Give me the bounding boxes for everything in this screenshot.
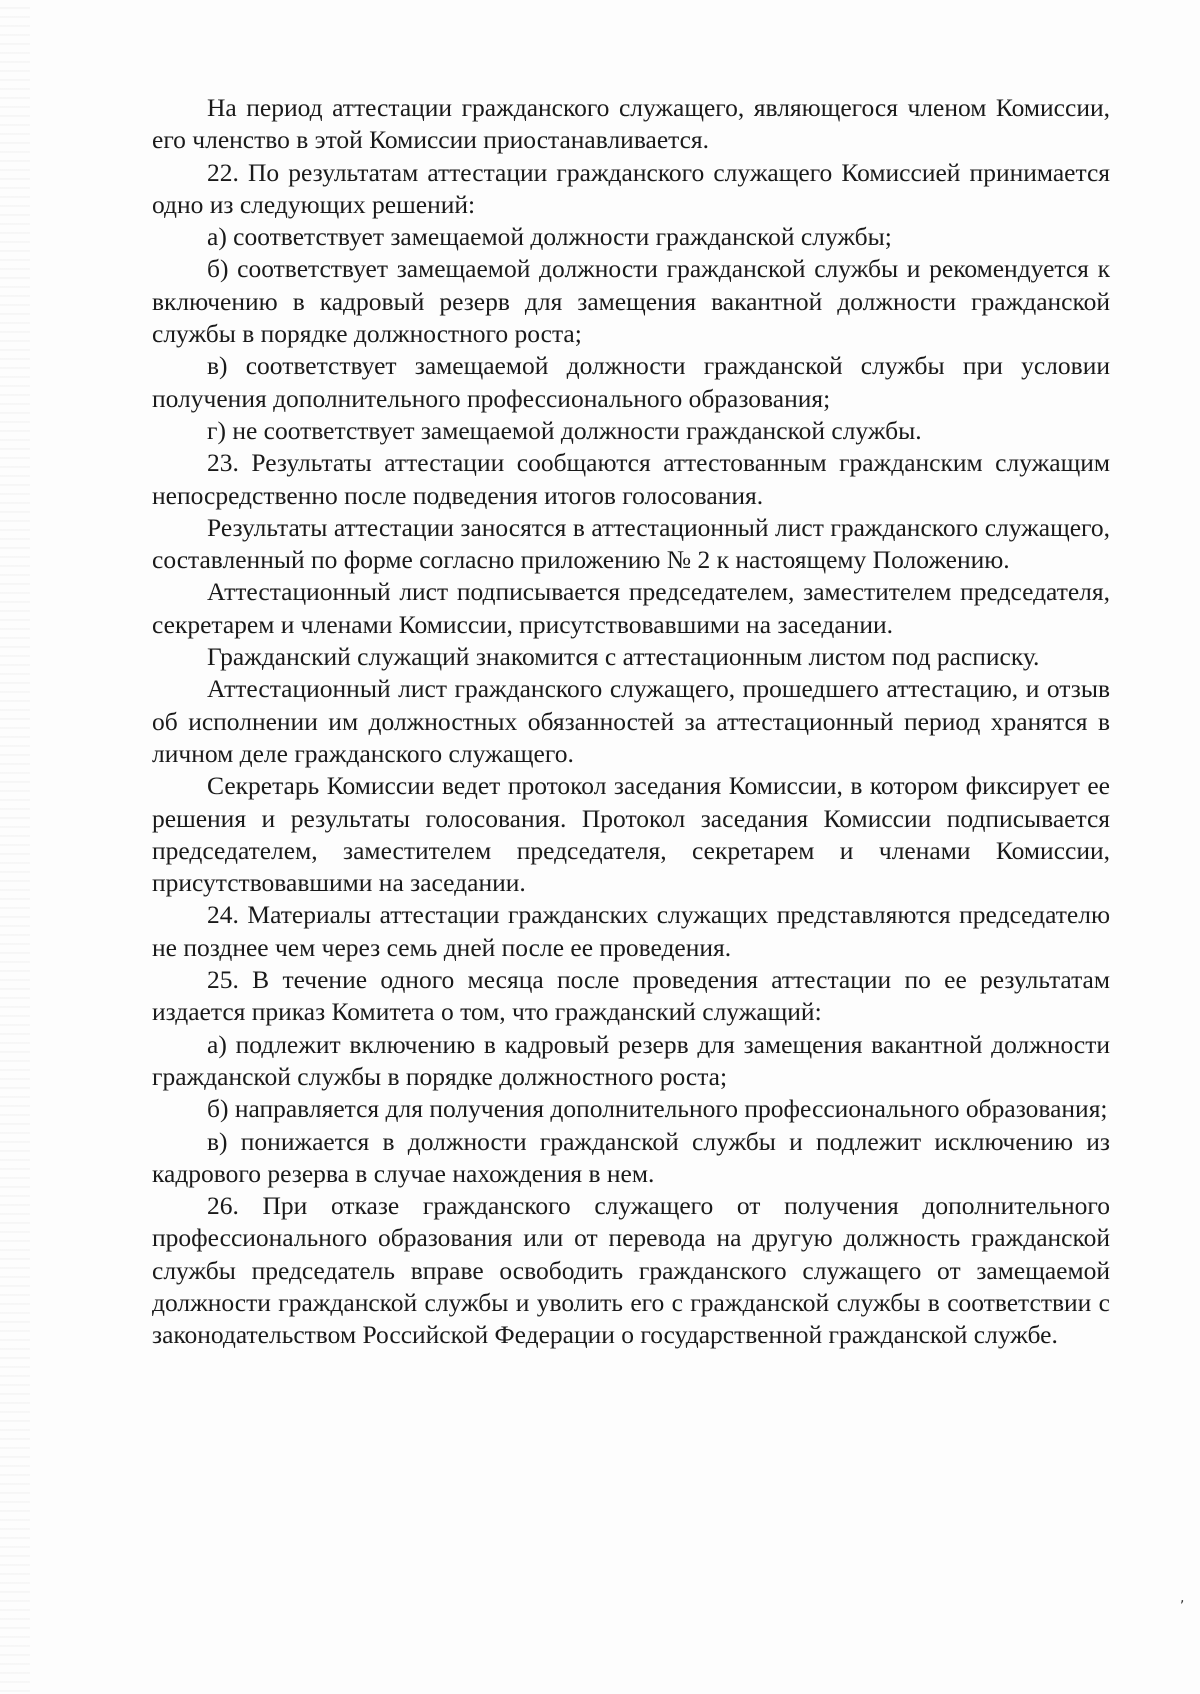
list-item: а) соответствует замещаемой должности гражданской службы; [207, 222, 892, 252]
paragraph: На период аттестации гражданского служащего, являющегося членом Комиссии, его членство в этой Комиссии приостанавливается. [152, 93, 1110, 155]
paragraph: Результаты аттестации заносятся в аттестационный лист гражданского служащего, составленный по форме согласно приложению № 2 к настоящему Положению. [152, 512, 1110, 575]
list-item: б) направляется для получения дополнительного профессионального образования; [207, 1094, 1108, 1124]
document-body [152, 92, 1110, 1352]
list-item: г) не соответствует замещаемой должности гражданской службы. [207, 415, 922, 445]
paragraph: Аттестационный лист подписывается председателем, заместителем председателя, секретарем и членами Комиссии, присутствовавшими на заседании. [152, 577, 1110, 639]
list-item: в) понижается в должности гражданской службы и подлежит исключению из кадрового резерва в случае нахождения в нем. [152, 1126, 1110, 1188]
list-item: в) соответствует замещаемой должности гражданской службы при условии получения дополнительного профессионального образования; [152, 351, 1110, 413]
paragraph: 25. В течение одного месяца после проведения аттестации по ее результатам издается приказ Комитета о том, что гражданский служащий: [152, 965, 1110, 1027]
paragraph: 26. При отказе гражданского служащего от получения дополнительного профессионального образования или от перевода на другую должность гражданской службы председатель вправе освободить гражданского служащего от замещаемой должности гражданской службы и уволить его с гражданской службы в соответствии с законодательством Российской Федерации о государственной гражданской службе. [152, 1191, 1110, 1350]
scan-edge-noise [0, 0, 30, 1694]
scan-speck-icon: , [1180, 1590, 1185, 1606]
list-item: б) соответствует замещаемой должности гражданской службы и рекомендуется к включению в кадровый резерв для замещения вакантной должности гражданской службы в порядке должностного роста; [152, 254, 1110, 349]
paragraph: Секретарь Комиссии ведет протокол заседания Комиссии, в котором фиксирует ее решения и результаты голосования. Протокол заседания Комиссии подписывается председателем, заместителем председателя, секретарем и членами Комиссии, присутствовавшими на заседании. [152, 771, 1110, 898]
paragraph: Гражданский служащий знакомится с аттестационным листом под расписку. [207, 642, 1040, 672]
paragraph: 22. По результатам аттестации гражданского служащего Комиссией принимается одно из следующих решений: [152, 157, 1110, 219]
list-item: а) подлежит включению в кадровый резерв для замещения вакантной должности гражданской службы в порядке должностного роста; [152, 1029, 1110, 1091]
paragraph: 23. Результаты аттестации сообщаются аттестованным гражданским служащим непосредственно после подведения итогов голосования. [152, 448, 1110, 510]
paragraph: 24. Материалы аттестации гражданских служащих представляются председателю не позднее чем через семь дней после ее проведения. [152, 900, 1110, 962]
paragraph: Аттестационный лист гражданского служащего, прошедшего аттестацию, и отзыв об исполнении им должностных обязанностей за аттестационный период хранятся в личном деле гражданского служащего. [152, 674, 1110, 768]
